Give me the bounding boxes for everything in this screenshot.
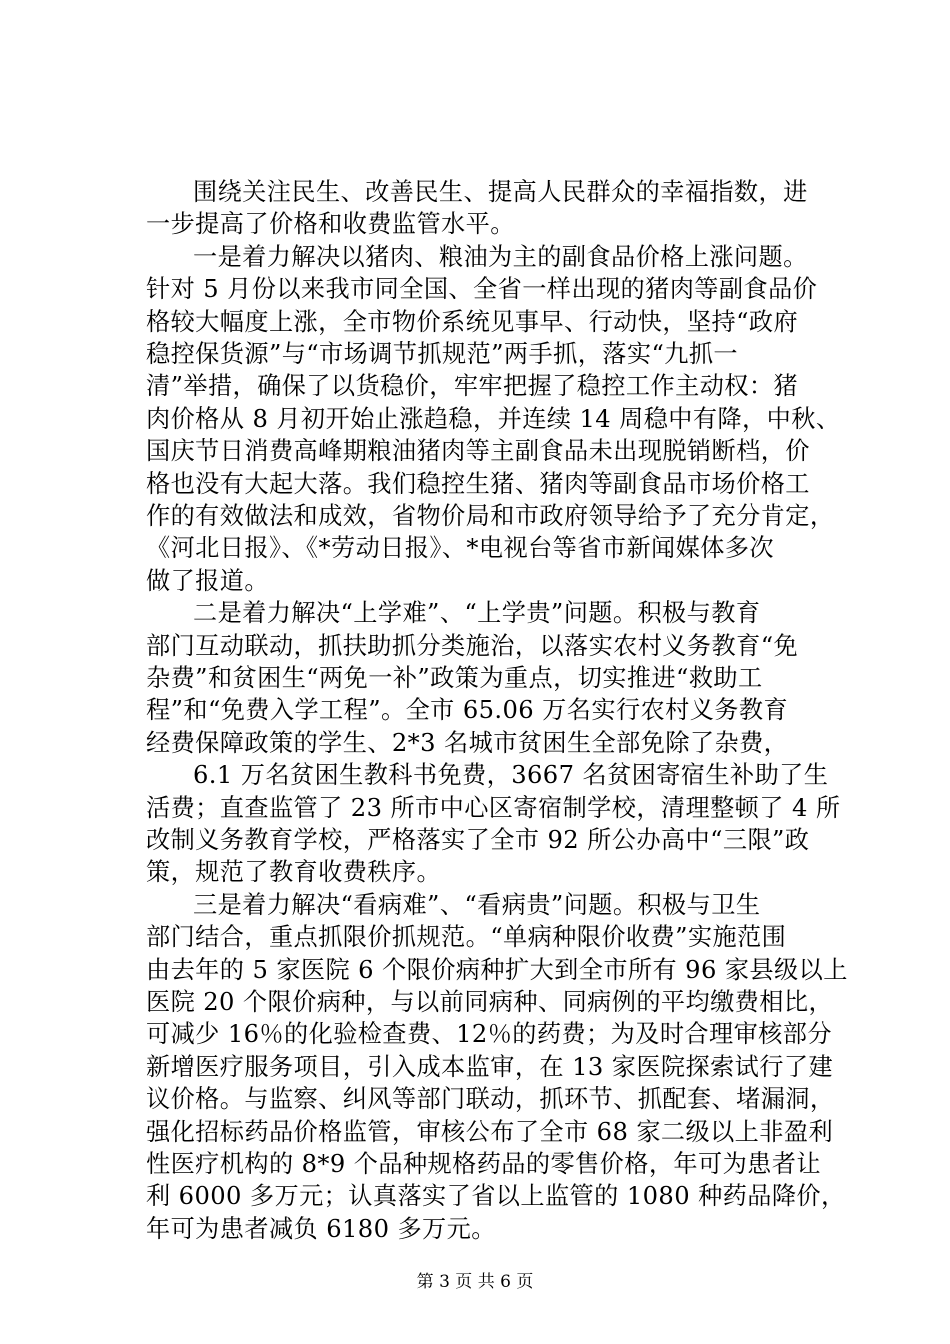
text-line: 强化招标药品价格监管，审核公布了全市 68 家二级以上非盈利 <box>146 1117 834 1146</box>
text-line: 围绕关注民生、改善民生、提高人民群众的幸福指数，进 <box>193 178 808 206</box>
text-line: 一步提高了价格和收费监管水平。 <box>146 210 515 239</box>
text-line: 国庆节日消费高峰期粮油猪肉等主副食品未出现脱销断档，价 <box>146 437 810 466</box>
text-line: 稳控保货源”与“市场调节抓规范”两手抓，落实“九抓一 <box>146 340 738 368</box>
text-line: 年可为患者减负 6180 多万元。 <box>146 1214 496 1243</box>
text-line: 经费保障政策的学生、2*3 名城市贫困生全部免除了杂费， <box>146 728 789 757</box>
text-line: 杂费”和贫困生“两免一补”政策为重点，切实推进“救助工 <box>146 664 763 692</box>
text-line: 策，规范了教育收费秩序。 <box>146 858 442 887</box>
text-line: 一是着力解决以猪肉、粮油为主的副食品价格上涨问题。 <box>193 242 808 271</box>
text-line: 利 6000 多万元；认真落实了省以上监管的 1080 种药品降价， <box>146 1182 846 1211</box>
text-line: 新增医疗服务项目，引入成本监审，在 13 家医院探索试行了建 <box>146 1052 834 1081</box>
text-line: 格也没有大起大落。我们稳控生猪、猪肉等副食品市场价格工 <box>146 469 810 498</box>
text-line: 可减少 16％的化验检查费、12％的药费；为及时合理审核部分 <box>146 1020 832 1049</box>
text-line: 格较大幅度上涨，全市物价系统见事早、行动快，坚持“政府 <box>146 307 799 336</box>
text-line: 性医疗机构的 8*9 个品种规格药品的零售价格，年可为患者让 <box>146 1150 821 1178</box>
text-line: 部门互动联动，抓扶助抓分类施治，以落实农村义务教育“免 <box>146 631 799 660</box>
text-line: 由去年的 5 家医院 6 个限价病种扩大到全市所有 96 家县级以上 <box>146 955 848 984</box>
text-line: 程”和“免费入学工程”。全市 65.06 万名实行农村义务教育 <box>146 696 789 725</box>
text-line: 三是着力解决“看病难”、“看病贵”问题。积极与卫生 <box>193 890 761 919</box>
text-line: 针对 5 月份以来我市同全国、全省一样出现的猪肉等副食品价 <box>146 275 818 304</box>
text-line: 活费；直查监管了 23 所市中心区寄宿制学校，清理整顿了 4 所 <box>146 793 841 822</box>
text-line: 作的有效做法和成效，省物价局和市政府领导给予了充分肯定， <box>146 502 835 530</box>
text-line: 《河北日报》、《*劳动日报》、*电视台等省市新闻媒体多次 <box>146 534 774 563</box>
text-line: 部门结合，重点抓限价抓规范。“单病种限价收费”实施范围 <box>146 923 787 952</box>
text-line: 改制义务教育学校，严格落实了全市 92 所公办高中“三限”政 <box>146 826 810 854</box>
text-line: 做了报道。 <box>146 566 269 595</box>
text-line: 清”举措，确保了以货稳价，牢牢把握了稳控工作主动权：猪 <box>146 372 799 401</box>
text-line: 医院 20 个限价病种，与以前同病种、同病例的平均缴费相比， <box>146 988 834 1016</box>
text-line: 二是着力解决“上学难”、“上学贵”问题。积极与教育 <box>193 599 761 628</box>
text-line: 6.1 万名贫困生教科书免费，3667 名贫困寄宿生补助了生 <box>193 761 829 790</box>
text-line: 肉价格从 8 月初开始止涨趋稳，并连续 14 周稳中有降，中秋、 <box>146 404 841 433</box>
page-footer: 第 3 页 共 6 页 <box>416 1272 534 1292</box>
text-line: 议价格。与监察、纠风等部门联动，抓环节、抓配套、堵漏洞， <box>146 1085 835 1114</box>
